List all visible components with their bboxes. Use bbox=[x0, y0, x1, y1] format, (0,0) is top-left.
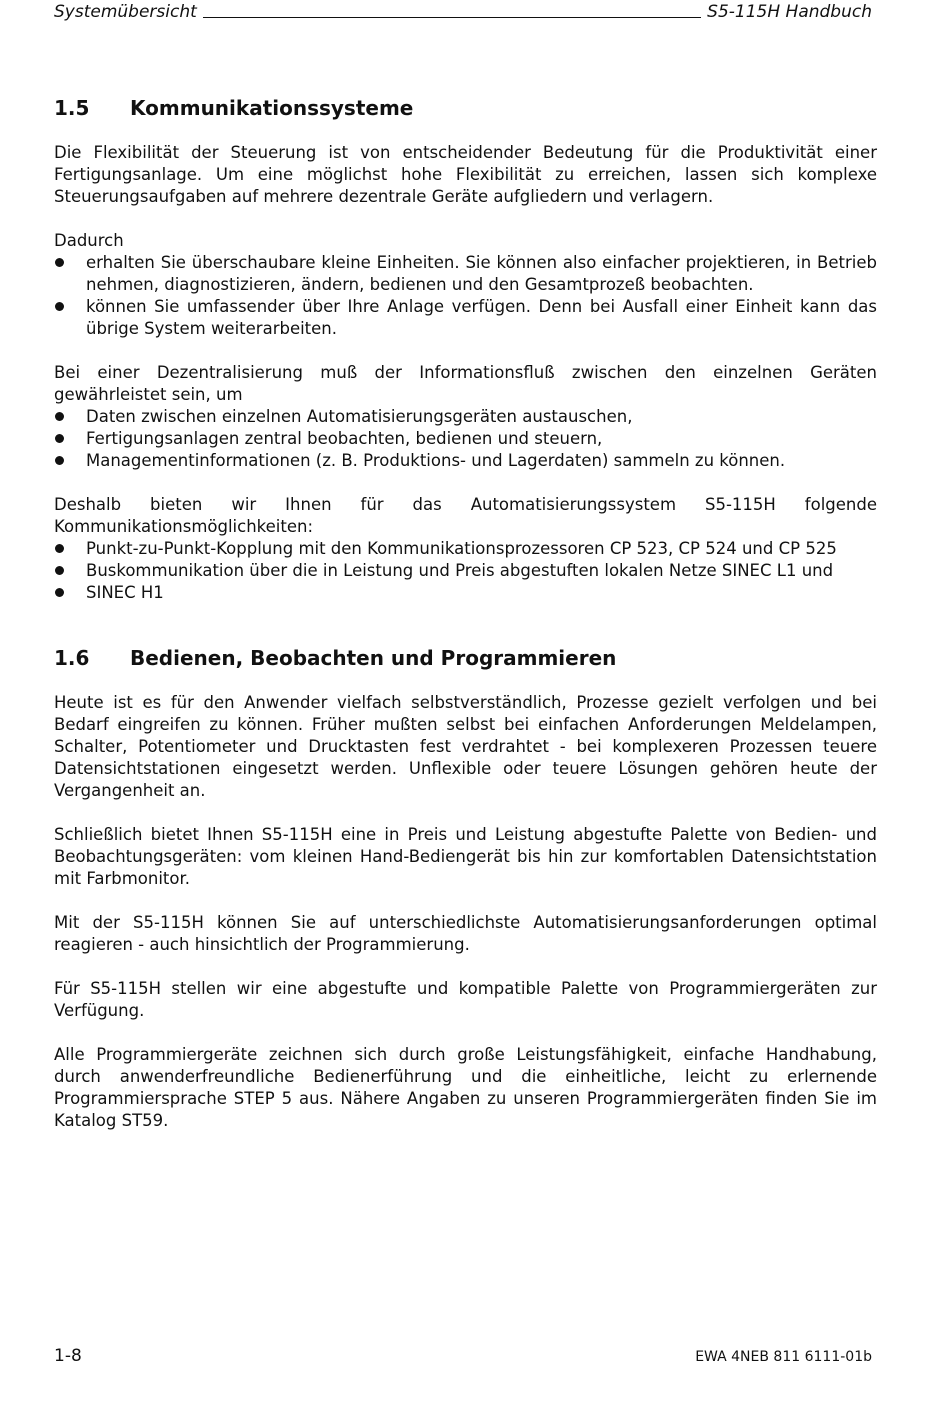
section-title: Bedienen, Beobachten und Programmieren bbox=[130, 646, 617, 670]
section-spacer bbox=[54, 626, 877, 646]
section-number: 1.6 bbox=[54, 646, 90, 670]
page-number: 1-8 bbox=[54, 1346, 82, 1366]
paragraph: Für S5-115H stellen wir eine abgestufte und kompatible Palette von Programmiergeräten zur Verfügung. bbox=[54, 979, 877, 1020]
list-lead: Deshalb bieten wir Ihnen für das Automatisierungssystem S5-115H folgende Kommunikationsmöglichkeiten: bbox=[54, 495, 877, 536]
header-manual-title: S5-115H Handbuch bbox=[707, 2, 872, 22]
header-chapter-title: Systemübersicht bbox=[54, 2, 197, 22]
paragraph: Alle Programmiergeräte zeichnen sich durch große Leistungsfähigkeit, einfache Handhabung, durch anwenderfreundliche Bedienerführung und die einheitliche, leicht zu erlernende Programmiersprache STEP 5 aus. Nähere Angaben zu unseren Programmiergeräten finden Sie im Katalog ST59. bbox=[54, 1045, 877, 1130]
section-number: 1.5 bbox=[54, 96, 90, 120]
paragraph: Mit der S5-115H können Sie auf unterschiedlichste Automatisierungsanforderungen optimal reagieren - auch hinsichtlich der Programmierung. bbox=[54, 913, 877, 954]
list-item: SINEC H1 bbox=[54, 582, 877, 604]
paragraph: Heute ist es für den Anwender vielfach selbstverständlich, Prozesse gezielt verfolgen und bei Bedarf eingreifen zu können. Früher mußten selbst bei einfachen Anforderungen Meldelampen, Schalter, Potentiometer und Drucktasten fest verdrahtet - bei komplexeren Prozessen teuere Datensichtstationen eingesetzt werden. Unflexible oder teuere Lösungen gehören heute der Vergangenheit an. bbox=[54, 693, 877, 800]
page-header bbox=[54, 0, 872, 22]
bullet-list bbox=[54, 406, 877, 472]
bullet-icon bbox=[54, 406, 86, 428]
list-item: Punkt-zu-Punkt-Kopplung mit den Kommunikationsprozessoren CP 523, CP 524 und CP 525 bbox=[54, 538, 877, 560]
section-title: Kommunikationssysteme bbox=[130, 96, 414, 120]
list-lead: Bei einer Dezentralisierung muß der Informationsfluß zwischen den einzelnen Geräten gewährleistet sein, um bbox=[54, 363, 877, 404]
page-content bbox=[54, 96, 877, 1154]
list-item: erhalten Sie überschaubare kleine Einheiten. Sie können also einfacher projektieren, in Betrieb nehmen, diagnostizieren, ändern, bedienen und den Gesamtprozeß beobachten. bbox=[54, 252, 877, 296]
bullet-icon bbox=[54, 582, 86, 604]
bullet-icon bbox=[54, 428, 86, 450]
section-heading-1-5 bbox=[54, 96, 877, 120]
bullet-icon bbox=[54, 450, 86, 472]
list-item: Fertigungsanlagen zentral beobachten, bedienen und steuern, bbox=[54, 428, 877, 450]
bullet-icon bbox=[54, 560, 86, 582]
list-item: Daten zwischen einzelnen Automatisierungsgeräten austauschen, bbox=[54, 406, 877, 428]
bullet-icon bbox=[54, 296, 86, 340]
section-heading-1-6 bbox=[54, 646, 877, 670]
header-rule bbox=[203, 17, 701, 18]
bullet-list bbox=[54, 538, 877, 604]
list-item: können Sie umfassender über Ihre Anlage verfügen. Denn bei Ausfall einer Einheit kann das übrige System weiterarbeiten. bbox=[54, 296, 877, 340]
list-item: Managementinformationen (z. B. Produktions- und Lagerdaten) sammeln zu können. bbox=[54, 450, 877, 472]
list-item: Buskommunikation über die in Leistung und Preis abgestuften lokalen Netze SINEC L1 und bbox=[54, 560, 877, 582]
bullet-list bbox=[54, 252, 877, 340]
bullet-icon bbox=[54, 252, 86, 296]
paragraph: Schließlich bietet Ihnen S5-115H eine in Preis und Leistung abgestufte Palette von Bedien- und Beobachtungsgeräten: vom kleinen Hand-Bediengerät bis hin zur komfortablen Datensichtstation mit Farbmonitor. bbox=[54, 825, 877, 888]
bullet-icon bbox=[54, 538, 86, 560]
paragraph: Die Flexibilität der Steuerung ist von entscheidender Bedeutung für die Produktivität einer Fertigungsanlage. Um eine möglichst hohe Flexibilität zu erreichen, lassen sich komplexe Steuerungsaufgaben auf mehrere dezentrale Geräte aufgliedern und verlagern. bbox=[54, 143, 877, 206]
list-lead: Dadurch bbox=[54, 231, 124, 250]
document-id: EWA 4NEB 811 6111-01b bbox=[695, 1349, 872, 1365]
